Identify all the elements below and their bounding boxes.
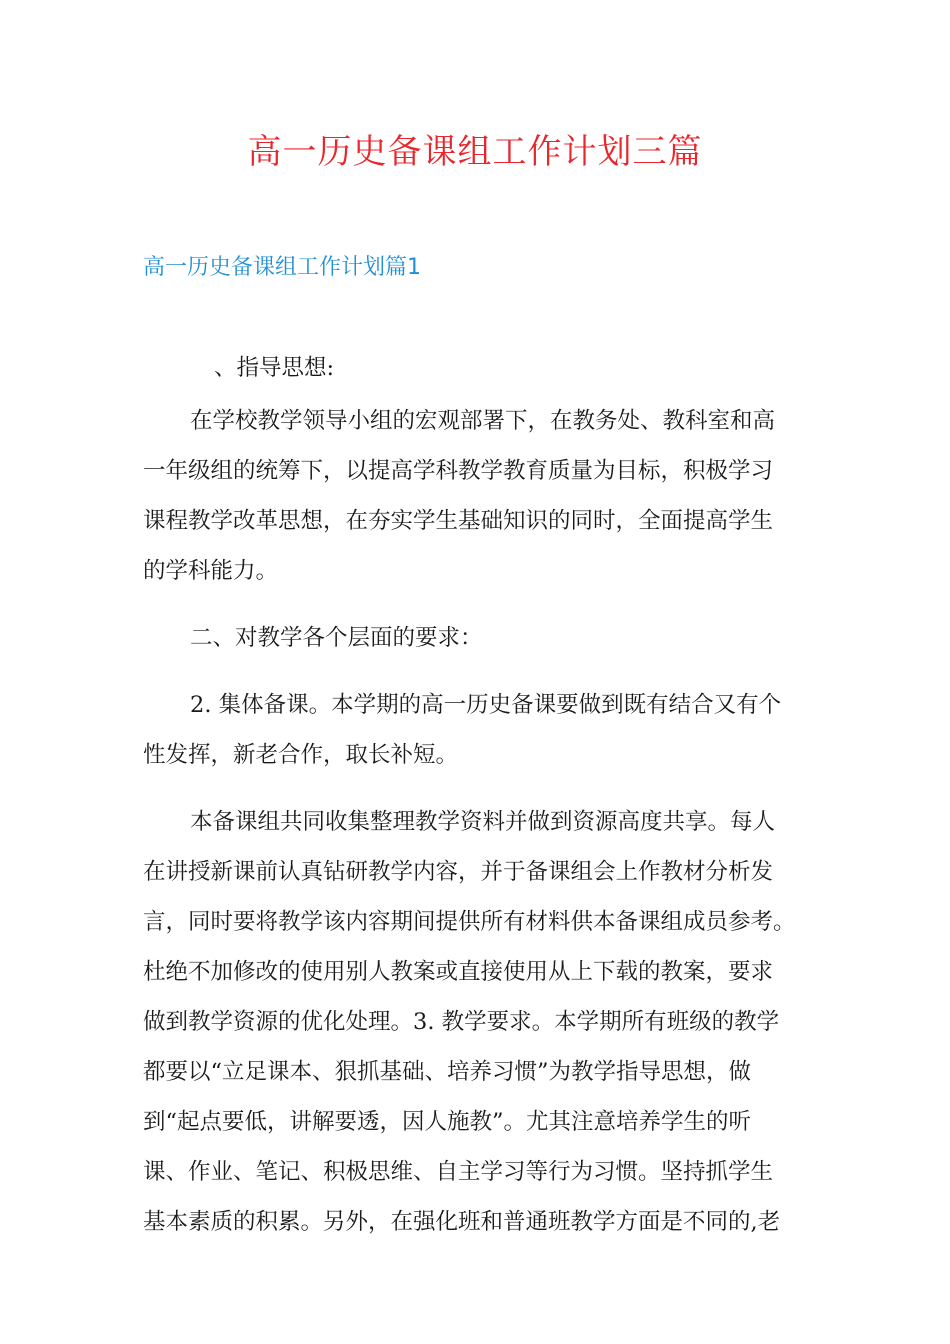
paragraph-line: 杜绝不加修改的使用别人教案或直接使用从上下载的教案，要求 [143, 958, 774, 985]
paragraph-line: 到“起点要低，讲解要透，因人施教”。尤其注意培养学生的听 [143, 1108, 752, 1135]
paragraph-line: 做到教学资源的优化处理。3. 教学要求。本学期所有班级的教学 [143, 1008, 780, 1035]
paragraph-line: 本备课组共同收集整理教学资料并做到资源高度共享。每人 [190, 808, 776, 835]
paragraph-line: 一年级组的统筹下，以提高学科教学教育质量为目标，积极学习 [143, 457, 774, 484]
document-title: 高一历史备课组工作计划三篇 [247, 132, 703, 172]
paragraph-line: 的学科能力。 [143, 557, 279, 584]
paragraph-line: 课、作业、笔记、积极思维、自主学习等行为习惯。坚持抓学生 [143, 1158, 774, 1185]
paragraph-line: 言，同时要将教学该内容期间提供所有材料供本备课组成员参考。 [143, 908, 796, 935]
paragraph-line: 在讲授新课前认真钻研教学内容，并于备课组会上作教材分析发 [143, 858, 774, 885]
paragraph-line: 都要以“立足课本、狠抓基础、培养习惯”为教学指导思想，做 [143, 1058, 752, 1085]
paragraph-line: 二、对教学各个层面的要求： [190, 624, 483, 651]
paragraph-line: 性发挥，新老合作，取长补短。 [143, 741, 459, 768]
paragraph-line: 课程教学改革思想，在夯实学生基础知识的同时，全面提高学生 [143, 507, 774, 534]
paragraph-line: 、指导思想: [214, 354, 335, 381]
paragraph-line: 基本素质的积累。另外，在强化班和普通班教学方面是不同的,老 [143, 1208, 781, 1235]
paragraph-line: 2. 集体备课。本学期的高一历史备课要做到既有结合又有个 [190, 691, 782, 718]
section-heading: 高一历史备课组工作计划篇1 [143, 255, 421, 280]
paragraph-line: 在学校教学领导小组的宏观部署下，在教务处、教科室和高 [190, 407, 776, 434]
